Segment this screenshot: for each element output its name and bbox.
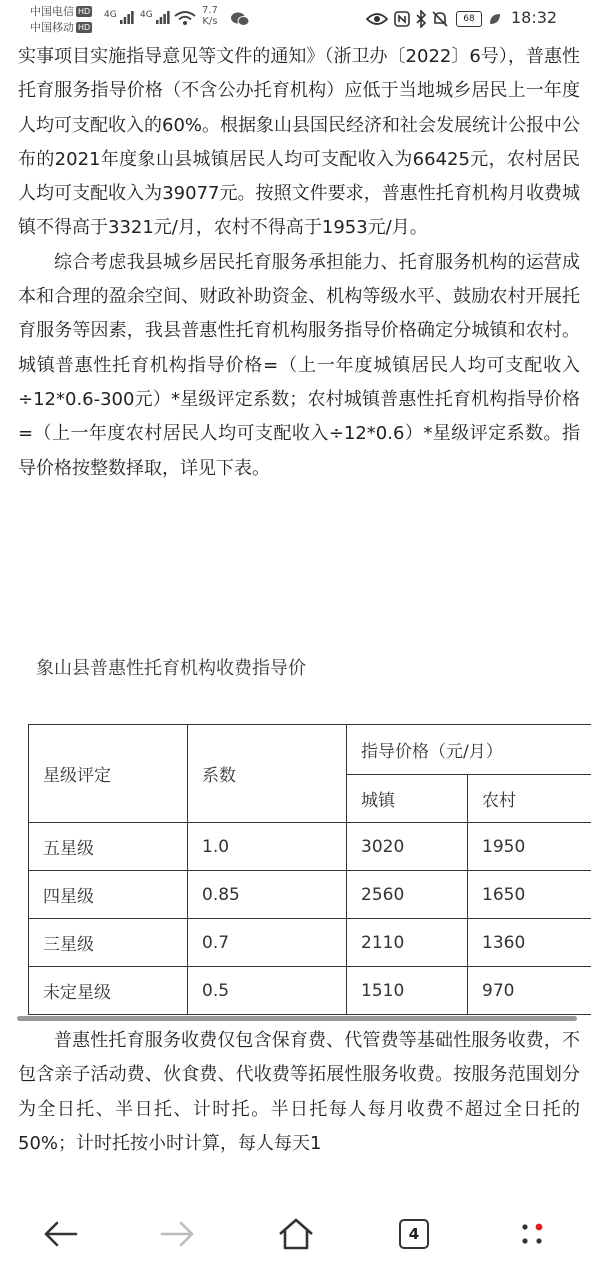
leaf-eco-icon (488, 12, 502, 26)
article-body (18, 40, 580, 486)
wechat-icon (230, 11, 250, 27)
more-dots-icon (517, 1219, 547, 1249)
signal-4g-label: 4G (104, 10, 117, 20)
speed-value: 7.7 (202, 5, 218, 16)
header-star-rating: 星级评定 (29, 725, 188, 823)
carrier-telecom-label: 中国电信 (30, 5, 74, 18)
table-row (29, 967, 591, 1015)
wifi-icon (174, 10, 196, 26)
cell-coef: 0.85 (188, 871, 347, 919)
cell-urban: 3020 (347, 823, 468, 871)
header-coefficient: 系数 (188, 725, 347, 823)
signal-bars-icon (120, 9, 134, 25)
price-table (28, 724, 591, 1015)
header-guide-price: 指导价格（元/月） (347, 725, 591, 775)
hd-badge: HD (78, 7, 91, 16)
tabs-button[interactable] (384, 1206, 444, 1262)
carrier-mobile-label: 中国移动 (30, 21, 74, 34)
cell-urban: 1510 (347, 967, 468, 1015)
article-body-continued (18, 1024, 580, 1161)
forward-button[interactable] (148, 1206, 208, 1262)
carrier-mobile (30, 21, 92, 34)
price-table-container[interactable] (28, 724, 591, 1020)
cell-rural: 1360 (468, 919, 591, 967)
cell-coef: 0.7 (188, 919, 347, 967)
cell-rural: 970 (468, 967, 591, 1015)
carrier-telecom (30, 5, 92, 18)
forward-arrow-icon (160, 1219, 196, 1249)
tab-count: 4 (399, 1219, 429, 1249)
browser-nav-bar (0, 1188, 591, 1280)
header-urban: 城镇 (347, 775, 468, 823)
table-caption: 象山县普惠性托育机构收费指导价 (36, 658, 306, 679)
cell-star: 五星级 (29, 823, 188, 871)
speed-unit: K/s (202, 16, 218, 27)
table-horizontal-scrollbar[interactable] (17, 1016, 577, 1021)
back-arrow-icon (42, 1219, 78, 1249)
paragraph-1: 实事项目实施指导意见等文件的通知》（浙卫办〔2022〕6号），普惠性托育服务指导价格（不含公办托育机构）应低于当地城乡居民上一年度人均可支配收入的60%。根据象山县国民经济和社会发展统计公报中公布的2021年度象山县城镇居民人均可支配收入为66425元，农村居民人均可支配收入为39077元。按照文件要求，普惠性托育机构月收费城镇不得高于3321元/月，农村不得高于1953元/月。 (18, 46, 581, 239)
network-speed (202, 5, 218, 27)
battery-indicator: 68 (456, 11, 482, 27)
table-row (29, 823, 591, 871)
cell-coef: 1.0 (188, 823, 347, 871)
hd-badge: HD (78, 23, 91, 32)
signal-4g-label-2: 4G (140, 10, 153, 20)
home-button[interactable] (266, 1206, 326, 1262)
status-bar (0, 0, 591, 40)
cell-star: 未定星级 (29, 967, 188, 1015)
menu-button[interactable] (502, 1206, 562, 1262)
home-icon (277, 1217, 315, 1251)
bluetooth-icon (415, 10, 427, 28)
signal-bars-icon (156, 9, 170, 25)
cell-urban: 2560 (347, 871, 468, 919)
cell-star: 三星级 (29, 919, 188, 967)
cell-coef: 0.5 (188, 967, 347, 1015)
clock: 18:32 (511, 8, 558, 27)
mute-bell-icon (432, 11, 448, 27)
cell-rural: 1950 (468, 823, 591, 871)
cell-star: 四星级 (29, 871, 188, 919)
eye-icon (366, 12, 388, 26)
cell-urban: 2110 (347, 919, 468, 967)
paragraph-3: 普惠性托育服务收费仅包含保育费、代管费等基础性服务收费，不包含亲子活动费、伙食费、代收费等拓展性服务收费。按服务范围划分为全日托、半日托、计时托。半日托每人每月收费不超过全日托的50%；计时托按小时计算，每人每天1 (18, 1030, 580, 1154)
nfc-icon (394, 11, 410, 27)
back-button[interactable] (30, 1206, 90, 1262)
table-row (29, 871, 591, 919)
header-rural: 农村 (468, 775, 591, 823)
cell-rural: 1650 (468, 871, 591, 919)
paragraph-2: 综合考虑我县城乡居民托育服务承担能力、托育服务机构的运营成本和合理的盈余空间、财政补助资金、机构等级水平、鼓励农村开展托育服务等因素，我县普惠性托育机构服务指导价格确定分城镇和农村。城镇普惠性托育机构指导价格=（上一年度城镇居民人均可支配收入÷12*0.6-300元）*星级评定系数；农村城镇普惠性托育机构指导价格=（上一年度农村居民人均可支配收入÷12*0.6）*星级评定系数。指导价格按整数择取，详见下表。 (18, 251, 580, 479)
table-row (29, 919, 591, 967)
